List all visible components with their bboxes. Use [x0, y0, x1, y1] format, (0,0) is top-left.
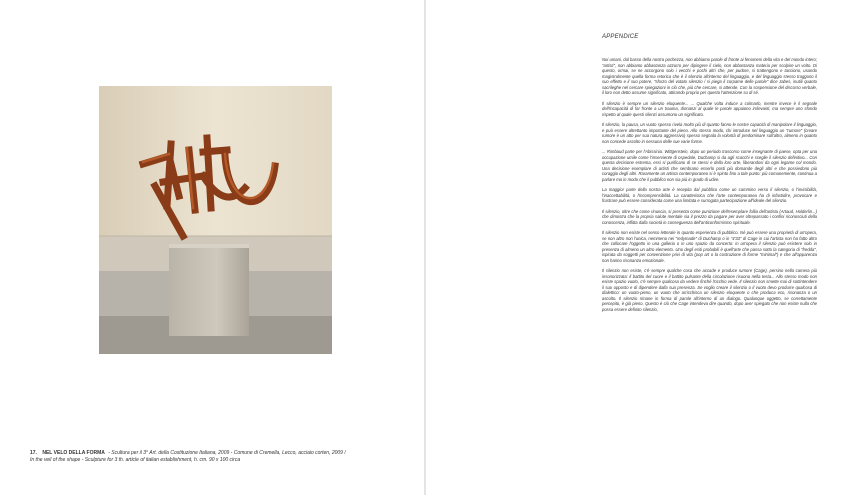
paragraph: Il silenzio non esiste nel senso letterale in quanto esperienza di pubblico. Nè può essere una proprietà di un'opera, se non altro non l'unica, nemmeno nei "redymade" di Duchamp o in "4'33" di Cage in cui l'artista non ha fatto altro che collocare l'oggetto in una galleria o in uno spazio da concerto: in un'opera il silenzio può esistere solo in presenza di almeno un altro elemento. Uno degli esiti probabili è quell'arte che passa sotto la categoria di "fredda", ispirata da soggetti per convenzione privi di vita (pop art o la costruzione di forme "minimal") e che all'apparenza non hanno risonanza emozionale. — [602, 230, 817, 263]
paragraph: Il silenzio, oltre che come rinuncia, si presenta come punizione dell'esemplare follia dell'artista (Artaud, Holderlin...) che dimostra che la propria salute mentale sia il prezzo da pagare per aver oltrepassato i confini riconosciuti della conoscenza, inflitta dalla società in conseguenza dell'anticonformismo spirituale. — [602, 208, 817, 225]
figure-caption — [30, 450, 370, 463]
paragraph: Il silenzio, la pausa, un vuoto spesso rivela molto più di quanto fanno le nostre capacità di manipolare il linguaggio, e può essere altrettanto importante del pieno. Allo stesso modo, chi introduce nel linguaggio un "rumore" (creare rumore è un atto per sua natura aggressivo) spesso segnala la volontà di predominare sull'altro, almeno in quanto non concede ascolto in nessuna delle sue varie forme. — [602, 122, 817, 144]
caption-italian: - Scultura per il 3° Art. della Costituzione Italiana, 2009 - Comune di Cremella, Lecco, acciaio corten, 2009 / — [108, 450, 346, 456]
appendix-body — [602, 57, 817, 317]
sculpture-photo — [99, 86, 332, 354]
sculpture-illustration — [99, 86, 332, 354]
paragraph: Noi umani, dal basso della nostra pochezza, non abbiamo parole di fronte ai fenomeni della vita e del mondo intero; "artisti", non abbiamo abbastanza azzurro per dipingere il cielo, non abbastanza materia per scolpire un volto. Di questo, ormai, se ne accorgono solo i vecchi e pochi altri che, per pudore, si trattengono e tacciono, usando magistralmente quella forma retorica che è il silenzio all'interno del linguaggio, e del linguaggio stesso traggono il suo effetto e il suo potere, "sforzo del votato silenzio / si piega il corpame delle parole" dice Jabes, inutili quanto sacrileghe nel cercare spiegazioni in ciò che, più che cercare, si attende. Con la sospensione del discorso verbale, il loro non detto assume significato, attirando proprio per questo l'attenzione su di sé. — [602, 57, 817, 95]
left-page — [0, 0, 424, 495]
figure-number: 17. — [30, 450, 37, 456]
figure-title: NEL VELO DELLA FORMA — [42, 450, 105, 456]
paragraph: ... Rimbaud parte per l'Abissinia. Wittgenstein, dopo un periodo trascorso come insegnante di paese, opta per una occupazione umile come l'inserviente di ospedale, Duchamp si da agli scacchi e sceglie il silenzio definitivo... Con questa decisione estrema, essi si purificano di se stessi e della loro arte, liberandosi da ogni legame col mondo. Una decisione esemplare di artisti che sembrano esserlo posti più domande degli altri e che possiedono più coraggio degli altri. Raramente un artista contemporaneo si è spinto fino a tale punto: più comunemente, continua a parlare ma in modo che il pubblico non sia più in grado di udire. — [602, 149, 817, 182]
paragraph: Il silenzio non esiste, c'è sempre qualche cosa che accade e produce rumore (Cage), persino nella camera più insonorizzata: il battito del cuore e il battito pulsante della circolazione risuona nella testa... Allo stesso modo non esiste spazio vuoto, c'è sempre qualcosa da vedere finché l'occhio vede. Il silenzio non smette mai di sottintendere il suo opposto e di dipendere dalla sua presenza. Se voglio creare il silenzio o il vuoto devo produrre qualcosa di dialettico: un vuoto-pieno, un vuoto che arricchisca un silenzio eloquente o che produca eco, risonanza o un ascolto. Il silenzio rimane in forma di parole all'interno di un dialogo. Qualunque oggetto, se correttamente percepito, è già pieno. Questo è ciò che Cage intendeva dire quando, dopo aver spiegato che non esiste nulla che possa essere definito silenzio, — [602, 268, 817, 312]
paragraph: La maggior parte della nostra arte è recepita dal pubblico come un cammino verso il silenzio, o l'invisibilità, l'inaccettabilità, o l'incomprensibilità. La caratteristica che l'arte contemporanea ha di infastidire, provocare e frustrare può essere considerata come una limitata e surrogata partecipazione all'ideale del silenzio. — [602, 187, 817, 203]
paragraph: Il silenzio è sempre un silenzio eloquente... ... Qualche volta induce a colmarlo, mentre invece è il segnale dell'incapacità di far fronte a un trauma, dinnanzi al quale le parole appaiono irrilevanti, ma sempre uno sfondo rispetto al quale questi silenzi assumono un significato. — [602, 100, 817, 117]
caption-english: In the veil of the shape - Sculpture for 3 th. article of italian establishment, h. cm. 90 x 100 circa — [30, 456, 241, 463]
appendix-title: APPENDICE — [602, 34, 639, 40]
